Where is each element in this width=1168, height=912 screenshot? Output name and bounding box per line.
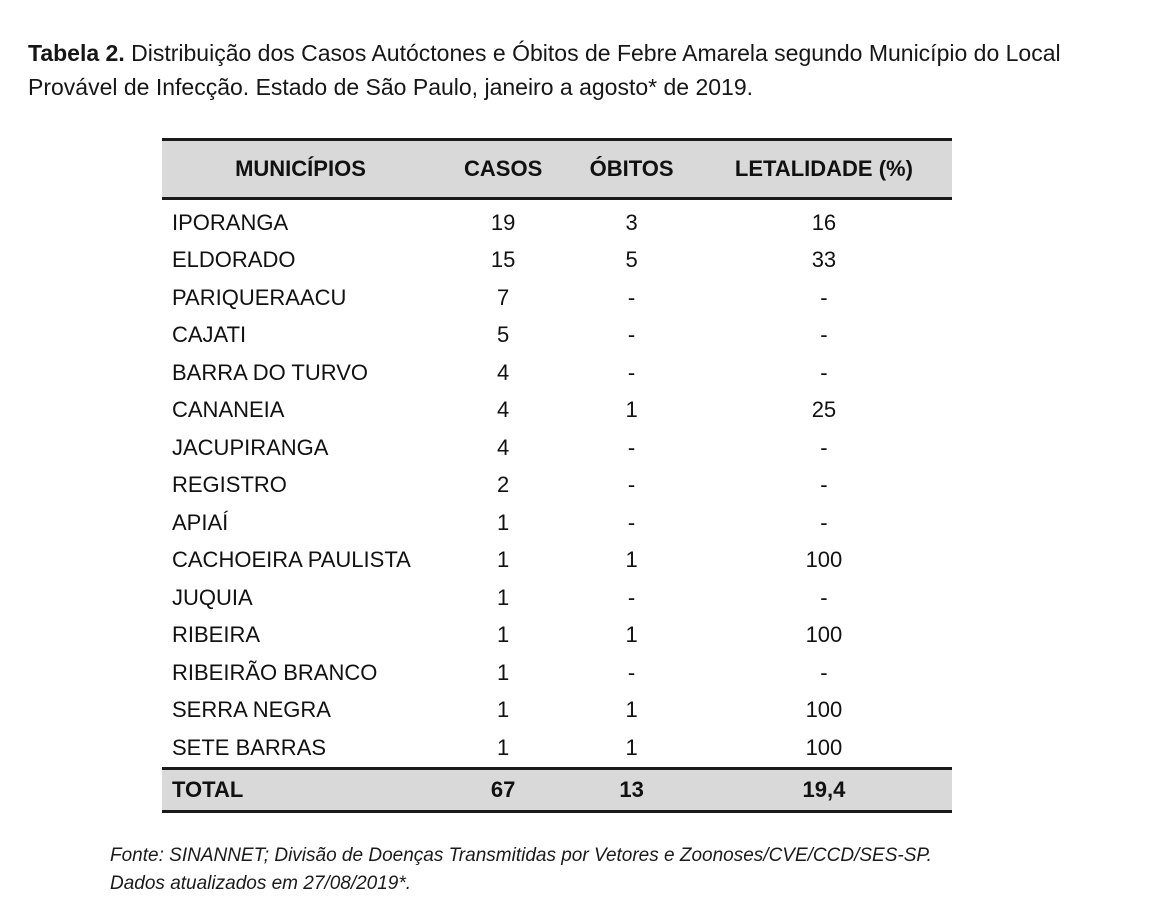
cell-municipio: CANANEIA [172,397,285,423]
data-table-container [162,138,952,813]
table-row [162,617,952,655]
cell-letalidade: 100 [805,697,843,723]
cell-municipio: REGISTRO [172,472,287,498]
cell-obitos: 1 [625,697,638,723]
cell-municipio: PARIQUERAACU [172,284,347,310]
cell-letalidade: - [820,472,828,498]
cell-obitos: 1 [625,622,638,648]
cell-municipio: CAJATI [172,322,247,348]
cell-municipio: RIBEIRÃO BRANCO [172,659,378,685]
cell-letalidade: 16 [811,209,837,235]
cell-obitos: - [627,359,636,385]
cell-municipio: IPORANGA [172,209,289,235]
table-row [162,242,952,280]
cell-letalidade: 100 [805,547,843,573]
cell-casos: 2 [497,472,510,498]
total-obitos: 13 [567,768,696,811]
cell-letalidade: - [820,322,828,348]
cell-casos: 1 [497,734,510,760]
cell-casos: 1 [497,622,510,648]
cell-municipio: JUQUIA [172,584,253,610]
cell-municipio: SERRA NEGRA [172,697,331,723]
table-row [162,317,952,355]
table-row [162,279,952,317]
cell-obitos: 1 [625,734,638,760]
cell-obitos: - [627,284,636,310]
cell-obitos: 5 [625,247,638,273]
cell-casos: 1 [497,659,510,685]
header-obitos: ÓBITOS [567,140,696,199]
header-letalidade: LETALIDADE (%) [696,140,952,199]
table-total-row [162,768,952,811]
cell-letalidade: - [820,584,828,610]
caption-label: Tabela 2. [28,40,125,66]
cell-letalidade: 25 [811,397,837,423]
cell-municipio: JACUPIRANGA [172,434,329,460]
header-casos: CASOS [439,140,567,199]
cell-casos: 4 [497,359,510,385]
data-table [162,138,952,813]
table-row [162,692,952,730]
table-row [162,729,952,768]
cell-casos: 19 [490,209,516,235]
cell-casos: 5 [497,322,510,348]
cell-obitos: - [627,659,636,685]
cell-casos: 4 [497,397,510,423]
cell-casos: 7 [497,284,510,310]
cell-obitos: - [627,584,636,610]
cell-obitos: - [627,472,636,498]
footnote-updated: Dados atualizados em 27/08/2019*. [110,873,412,894]
cell-letalidade: 100 [805,622,843,648]
table-row [162,354,952,392]
table-row [162,654,952,692]
cell-letalidade: - [820,434,828,460]
cell-casos: 4 [497,434,510,460]
total-casos: 67 [439,768,567,811]
table-row [162,392,952,430]
cell-letalidade: - [820,509,828,535]
cell-municipio: APIAÍ [172,509,229,535]
cell-obitos: - [627,322,636,348]
cell-municipio: CACHOEIRA PAULISTA [172,547,411,573]
table-footnote [110,842,932,898]
table-row [162,467,952,505]
footnote-source: Fonte: SINANNET; Divisão de Doenças Transmitidas por Vetores e Zoonoses/CVE/CCD/SES-SP. [110,845,932,866]
cell-municipio: SETE BARRAS [172,734,327,760]
cell-obitos: - [627,509,636,535]
cell-municipio: BARRA DO TURVO [172,359,369,385]
cell-obitos: - [627,434,636,460]
header-municipios: MUNICÍPIOS [162,140,439,199]
table-row [162,542,952,580]
cell-casos: 15 [490,247,516,273]
cell-casos: 1 [497,547,510,573]
cell-letalidade: 100 [805,734,843,760]
cell-letalidade: 33 [811,247,837,273]
cell-municipio: ELDORADO [172,247,296,273]
cell-obitos: 1 [625,547,638,573]
table-body [162,199,952,769]
caption-text: Distribuição dos Casos Autóctones e Óbitos de Febre Amarela segundo Município do Local Provável de Infecção. Estado de São Paulo, janeiro a agosto* de 2019. [28,40,1061,100]
table-row [162,579,952,617]
cell-letalidade: - [820,659,828,685]
cell-letalidade: - [820,284,828,310]
cell-obitos: 3 [625,209,638,235]
cell-casos: 1 [497,509,510,535]
total-label: TOTAL [162,768,439,811]
table-row [162,199,952,242]
table-caption [28,36,1148,104]
table-row [162,429,952,467]
total-letalidade: 19,4 [696,768,952,811]
table-row [162,504,952,542]
cell-municipio: RIBEIRA [172,622,261,648]
table-header-row [162,140,952,199]
cell-obitos: 1 [625,397,638,423]
cell-casos: 1 [497,584,510,610]
cell-letalidade: - [820,359,828,385]
cell-casos: 1 [497,697,510,723]
